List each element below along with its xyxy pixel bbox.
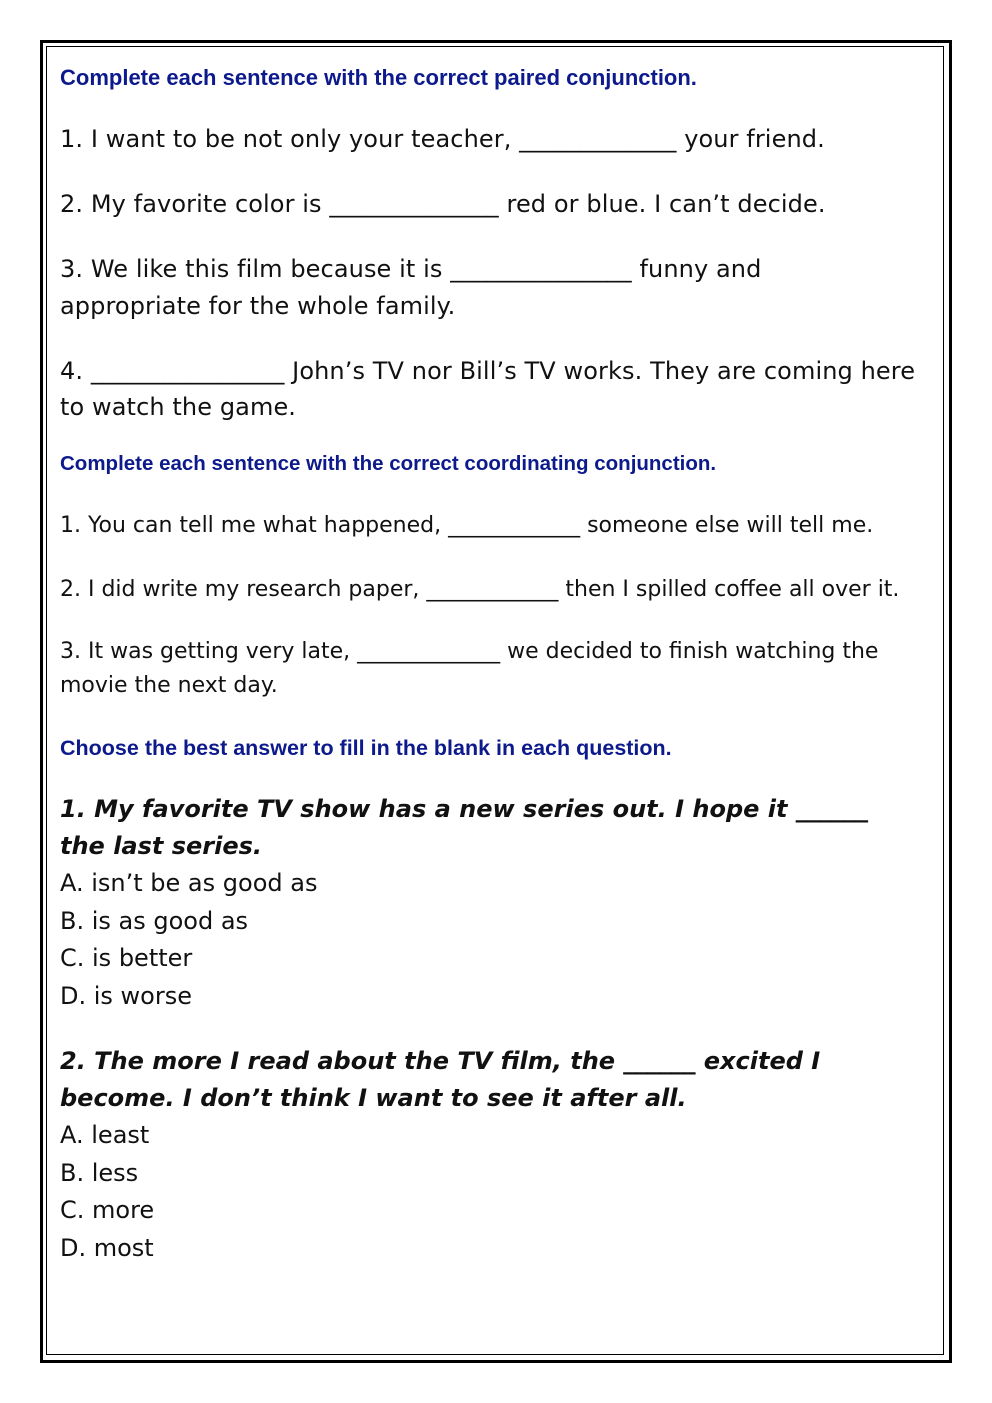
sentence-item: 4. ________________ John’s TV nor Bill’s TV works. They are coming here to watch the game. [60,357,916,421]
sentence-item: 3. We like this film because it is _______________ funny and appropriate for the whole family. [60,255,762,320]
sentence-item: 2. My favorite color is ______________ red or blue. I can’t decide. [60,190,826,218]
section-paired-conjunctions [60,63,932,425]
question-block [60,1043,932,1267]
section-heading: Complete each sentence with the correct coordinating conjunction. [60,452,717,475]
sentence-item: 2. I did write my research paper, ____________ then I spilled coffee all over it. [60,577,900,602]
sentence-item: 1. You can tell me what happened, ____________ someone else will tell me. [60,513,874,538]
section-heading: Choose the best answer to fill in the blank in each question. [60,736,672,760]
answer-option: D. is worse [60,981,192,1010]
section-heading: Complete each sentence with the correct paired conjunction. [60,65,697,90]
answer-option: B. is as good as [60,906,249,935]
answer-option: A. least [60,1121,150,1149]
section-multiple-choice [60,733,932,1267]
answer-option: A. isn’t be as good as [60,869,318,897]
answer-option: C. is better [60,944,193,972]
answer-option: D. most [60,1233,154,1262]
question-text: 2. The more I read about the TV film, the ______ excited I become. I don’t think I want to see it after all. [60,1047,821,1112]
question-block [60,791,932,1015]
section-coordinating-conjunctions [60,449,932,703]
answer-option: B. less [60,1158,139,1187]
sentence-item: 1. I want to be not only your teacher, _____________ your friend. [60,125,825,153]
worksheet [60,60,932,1267]
question-text: 1. My favorite TV show has a new series out. I hope it ______ the last series. [60,795,868,860]
answer-option: C. more [60,1196,155,1224]
sentence-item: 3. It was getting very late, _____________ we decided to finish watching the movie the next day. [60,639,879,698]
